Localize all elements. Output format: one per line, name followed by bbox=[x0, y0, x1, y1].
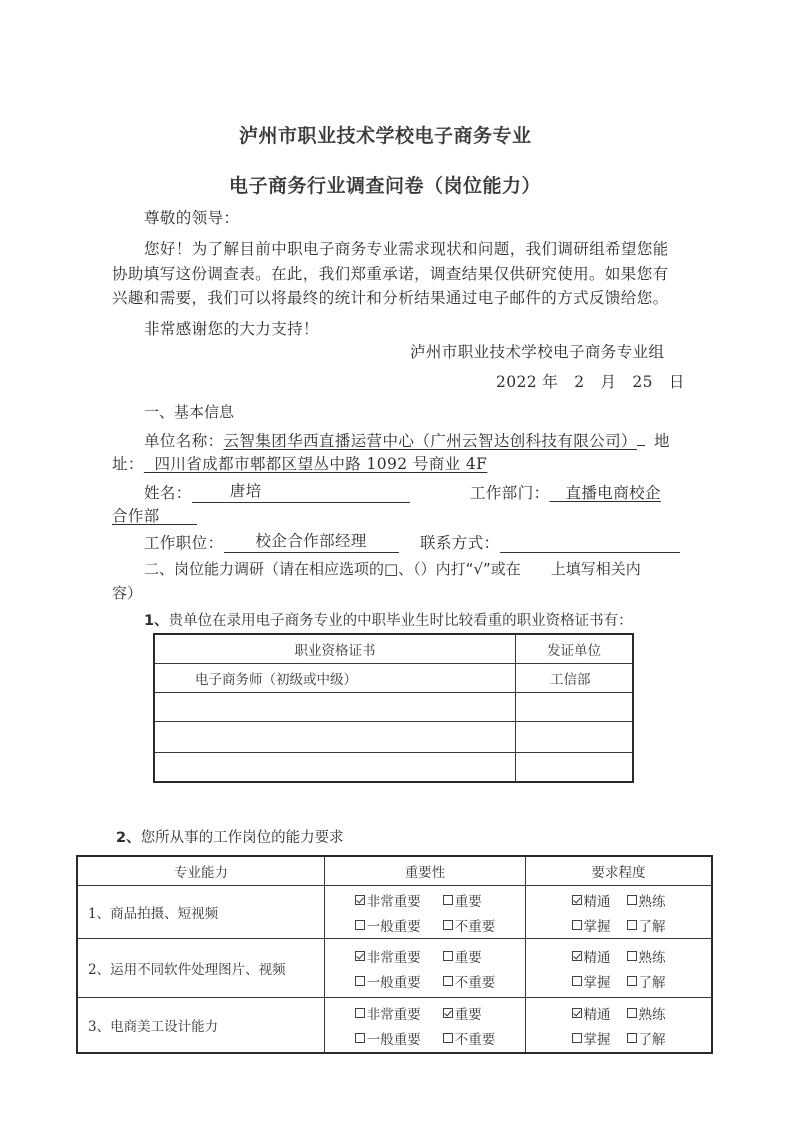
checked-checkbox-icon[interactable] bbox=[355, 895, 365, 905]
name-row bbox=[144, 481, 410, 503]
level-options-cell bbox=[526, 939, 713, 998]
level-option[interactable] bbox=[572, 1003, 611, 1023]
checkbox-icon[interactable] bbox=[443, 920, 453, 930]
department-continued bbox=[112, 504, 197, 526]
importance-option[interactable] bbox=[355, 1028, 421, 1048]
importance-option[interactable] bbox=[355, 971, 421, 991]
unit-name-field[interactable]: 云智集团华西直播运营中心（广州云智达创科技有限公司） bbox=[223, 432, 637, 450]
date-day: 25 bbox=[632, 373, 653, 391]
checked-checkbox-icon[interactable] bbox=[443, 1008, 453, 1018]
level-option[interactable] bbox=[572, 1028, 611, 1048]
intro-paragraph-line-1: 您好！为了解目前中职电子商务专业需求现状和问题，我们调研组希望您能 bbox=[144, 240, 669, 258]
importance-option[interactable] bbox=[443, 946, 496, 966]
level-option-label: 精通 bbox=[583, 893, 611, 910]
checked-checkbox-icon[interactable] bbox=[572, 951, 582, 961]
header-issuer: 发证单位 bbox=[516, 634, 634, 664]
checkbox-icon[interactable] bbox=[572, 920, 582, 930]
thanks-line: 非常感谢您的大力支持！ bbox=[144, 320, 319, 338]
table-row bbox=[154, 664, 633, 693]
address-label-part-1: 地 bbox=[654, 432, 670, 450]
certificate-cell[interactable] bbox=[154, 722, 516, 753]
address-row bbox=[112, 452, 487, 474]
checked-checkbox-icon[interactable] bbox=[572, 895, 582, 905]
importance-option-label: 非常重要 bbox=[366, 893, 421, 910]
table-row bbox=[154, 722, 633, 753]
question-1-number: 1、 bbox=[144, 613, 169, 629]
name-label: 姓名： bbox=[144, 484, 192, 502]
level-options bbox=[526, 890, 711, 935]
header-importance: 重要性 bbox=[325, 856, 526, 886]
importance-options-cell bbox=[325, 998, 526, 1054]
level-options-cell bbox=[526, 886, 713, 939]
checkbox-icon[interactable] bbox=[627, 895, 637, 905]
unit-name-row bbox=[144, 429, 645, 451]
checkbox-icon[interactable] bbox=[355, 976, 365, 986]
checkbox-icon[interactable] bbox=[443, 895, 453, 905]
issuer-cell[interactable]: 工信部 bbox=[516, 664, 634, 693]
intro-paragraph-line-2: 协助填写这份调查表。在此，我们郑重承诺，调查结果仅供研究使用。如果您有 bbox=[112, 265, 669, 283]
checkbox-icon[interactable] bbox=[572, 976, 582, 986]
importance-option-label: 不重要 bbox=[454, 1031, 496, 1048]
checkbox-icon[interactable] bbox=[627, 951, 637, 961]
importance-option[interactable] bbox=[355, 890, 421, 910]
intro-paragraph-line-3: 兴趣和需要，我们可以将最终的统计和分析结果通过电子邮件的方式反馈给您。 bbox=[112, 289, 669, 307]
importance-option[interactable] bbox=[355, 946, 421, 966]
address-label-part-2: 址： bbox=[112, 455, 144, 473]
level-option-label: 掌握 bbox=[583, 918, 611, 935]
importance-option-label: 一般重要 bbox=[366, 1031, 421, 1048]
date-month-label: 月 bbox=[600, 373, 617, 391]
importance-options bbox=[325, 946, 525, 991]
checkbox-icon[interactable] bbox=[627, 1008, 637, 1018]
issuer-cell[interactable] bbox=[516, 722, 634, 753]
level-option[interactable] bbox=[627, 1003, 666, 1023]
header-ability: 专业能力 bbox=[77, 856, 325, 886]
checkbox-icon[interactable] bbox=[355, 1033, 365, 1043]
certificate-table-header bbox=[154, 634, 633, 664]
level-option-label: 了解 bbox=[638, 918, 666, 935]
level-option-label: 熟练 bbox=[638, 1006, 666, 1023]
issuer-cell[interactable] bbox=[516, 693, 634, 722]
checkbox-icon[interactable] bbox=[627, 1033, 637, 1043]
level-options bbox=[526, 1003, 711, 1048]
level-option[interactable] bbox=[572, 971, 611, 991]
signature: 泸州市职业技术学校电子商务专业组 bbox=[410, 343, 665, 361]
importance-options-cell bbox=[325, 886, 526, 939]
date-month: 2 bbox=[574, 373, 585, 391]
importance-option-label: 不重要 bbox=[454, 918, 496, 935]
ability-name: 3、电商美工设计能力 bbox=[77, 998, 325, 1054]
level-option-label: 了解 bbox=[638, 974, 666, 991]
certificate-table bbox=[153, 633, 634, 783]
level-option[interactable] bbox=[627, 946, 666, 966]
table-row bbox=[154, 753, 633, 783]
contact-field[interactable] bbox=[500, 536, 680, 553]
ability-name: 2、运用不同软件处理图片、视频 bbox=[77, 939, 325, 998]
table-row bbox=[77, 998, 712, 1054]
table-row bbox=[77, 939, 712, 998]
level-option-label: 了解 bbox=[638, 1031, 666, 1048]
position-row bbox=[144, 531, 399, 553]
checkbox-icon[interactable] bbox=[443, 976, 453, 986]
ability-table bbox=[76, 855, 713, 1054]
certificate-cell[interactable] bbox=[154, 753, 516, 783]
name-field[interactable]: 唐培 bbox=[192, 486, 410, 503]
importance-option[interactable] bbox=[443, 1028, 496, 1048]
checkbox-icon[interactable] bbox=[355, 1008, 365, 1018]
importance-option-label: 重要 bbox=[454, 1006, 482, 1023]
importance-option-label: 非常重要 bbox=[366, 949, 421, 966]
question-1-text: 贵单位在录用电子商务专业的中职毕业生时比较看重的职业资格证书有： bbox=[168, 613, 633, 629]
level-options bbox=[526, 946, 711, 991]
level-option[interactable] bbox=[572, 946, 611, 966]
importance-option[interactable] bbox=[355, 1003, 421, 1023]
importance-option-label: 一般重要 bbox=[366, 974, 421, 991]
level-option[interactable] bbox=[572, 915, 611, 935]
level-options-cell bbox=[526, 998, 713, 1054]
importance-option-label: 一般重要 bbox=[366, 918, 421, 935]
salutation: 尊敬的领导： bbox=[144, 209, 240, 227]
ability-table-header bbox=[77, 856, 712, 886]
department-row bbox=[470, 481, 661, 503]
checkbox-icon[interactable] bbox=[443, 1033, 453, 1043]
level-option[interactable] bbox=[627, 890, 666, 910]
date-year-label: 年 bbox=[542, 373, 559, 391]
issuer-cell[interactable] bbox=[516, 753, 634, 783]
importance-option-label: 非常重要 bbox=[366, 1006, 421, 1023]
certificate-cell[interactable] bbox=[154, 693, 516, 722]
question-2-number: 2、 bbox=[116, 830, 141, 846]
survey-section-title-line-2: 容） bbox=[112, 584, 143, 602]
level-option[interactable] bbox=[627, 971, 666, 991]
level-option[interactable] bbox=[627, 1028, 666, 1048]
level-option-label: 精通 bbox=[583, 949, 611, 966]
document-title-line-2: 电子商务行业调查问卷（岗位能力） bbox=[229, 175, 542, 197]
importance-options bbox=[325, 1003, 525, 1048]
signature-date bbox=[496, 370, 685, 392]
checkbox-icon[interactable] bbox=[627, 976, 637, 986]
contact-label: 联系方式： bbox=[420, 534, 500, 552]
table-row bbox=[154, 693, 633, 722]
level-option-label: 掌握 bbox=[583, 974, 611, 991]
importance-option-label: 重要 bbox=[454, 893, 482, 910]
survey-section-title-line-1: 二、岗位能力调研（请在相应选项的□、（）内打“√”或在 上填写相关内 bbox=[144, 560, 641, 578]
importance-option[interactable] bbox=[443, 915, 496, 935]
question-1 bbox=[144, 609, 633, 630]
importance-option-label: 不重要 bbox=[454, 974, 496, 991]
level-option-label: 掌握 bbox=[583, 1031, 611, 1048]
checkbox-icon[interactable] bbox=[355, 920, 365, 930]
position-field[interactable]: 校企合作部经理 bbox=[224, 536, 399, 553]
basic-info-section-title: 一、基本信息 bbox=[144, 403, 235, 421]
checkbox-icon[interactable] bbox=[572, 1033, 582, 1043]
importance-option[interactable] bbox=[355, 915, 421, 935]
checkbox-icon[interactable] bbox=[443, 951, 453, 961]
certificate-cell[interactable]: 电子商务师（初级或中级） bbox=[154, 664, 516, 693]
question-2-text: 您所从事的工作岗位的能力要求 bbox=[140, 830, 344, 846]
date-year: 2022 bbox=[496, 373, 538, 391]
department-label: 工作部门： bbox=[470, 484, 550, 502]
address-field[interactable]: 四川省成都市郫都区望丛中路 1092 号商业 4F bbox=[154, 455, 488, 473]
date-day-label: 日 bbox=[668, 373, 685, 391]
ability-name: 1、商品拍摄、短视频 bbox=[77, 886, 325, 939]
header-level: 要求程度 bbox=[526, 856, 713, 886]
importance-option[interactable] bbox=[443, 890, 496, 910]
level-option-label: 熟练 bbox=[638, 893, 666, 910]
checked-checkbox-icon[interactable] bbox=[355, 951, 365, 961]
header-certificate: 职业资格证书 bbox=[154, 634, 516, 664]
level-option-label: 精通 bbox=[583, 1006, 611, 1023]
level-option[interactable] bbox=[572, 890, 611, 910]
importance-options bbox=[325, 890, 525, 935]
department-field-continued[interactable]: 合作部 bbox=[112, 507, 160, 525]
table-row bbox=[77, 886, 712, 939]
level-option-label: 熟练 bbox=[638, 949, 666, 966]
question-2 bbox=[116, 826, 344, 847]
importance-option[interactable] bbox=[443, 971, 496, 991]
importance-option[interactable] bbox=[443, 1003, 496, 1023]
department-field[interactable]: 直播电商校企 bbox=[565, 484, 661, 502]
level-option[interactable] bbox=[627, 915, 666, 935]
document-title-line-1: 泸州市职业技术学校电子商务专业 bbox=[239, 125, 532, 147]
unit-name-label: 单位名称： bbox=[144, 432, 224, 450]
importance-option-label: 重要 bbox=[454, 949, 482, 966]
contact-row bbox=[420, 531, 680, 553]
importance-options-cell bbox=[325, 939, 526, 998]
checked-checkbox-icon[interactable] bbox=[572, 1008, 582, 1018]
checkbox-icon[interactable] bbox=[627, 920, 637, 930]
position-label: 工作职位： bbox=[144, 534, 224, 552]
